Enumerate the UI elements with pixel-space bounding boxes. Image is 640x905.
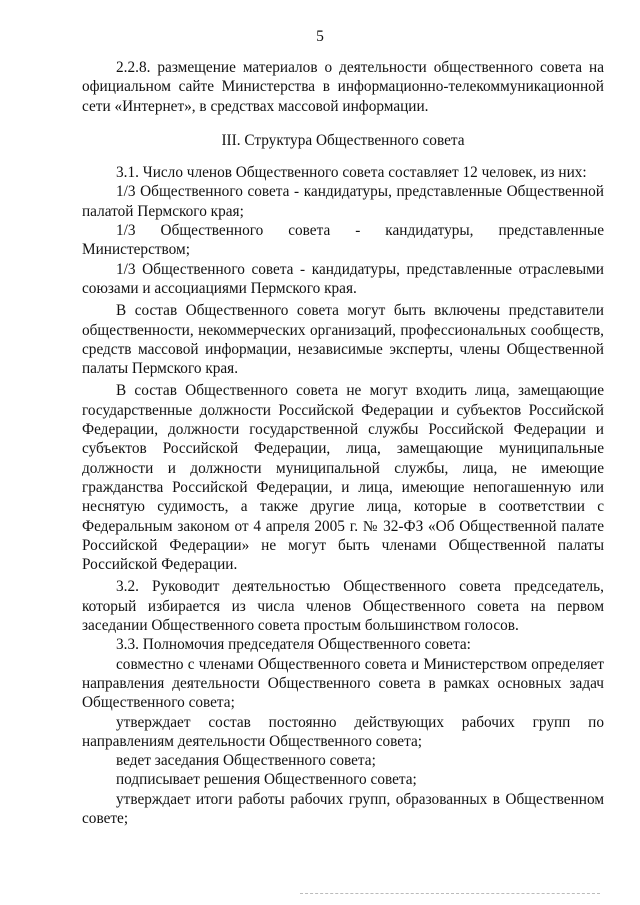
paragraph-3-1: 3.1. Число членов Общественного совета составляет 12 человек, из них: <box>116 164 587 182</box>
section-heading: III. Структура Общественного совета <box>221 131 465 149</box>
paragraph-3-1-unions: 1/3 Общественного совета - кандидатуры, представленные отраслевыми союзами и ассоциациями Пермского края. <box>82 260 604 297</box>
paragraph-3-3-results: утверждает итоги работы рабочих групп, образованных в Общественном совете; <box>82 790 604 827</box>
paragraph-3-3: 3.3. Полномочия председателя Общественного совета: <box>116 636 471 654</box>
document-body <box>82 58 604 828</box>
footer-divider <box>300 893 600 894</box>
paragraph-3-1-ministry: 1/3 Общественного совета - кандидатуры, представленные Министерством; <box>82 222 604 259</box>
paragraph-3-3-meetings: ведет заседания Общественного совета; <box>116 752 376 770</box>
paragraph-3-3-decisions: подписывает решения Общественного совета; <box>116 771 417 789</box>
paragraph-3-1-members: В состав Общественного совета могут быть включены представители общественности, некоммерческих организаций, профессиональных сообществ, средств массовой информации, независимые эксперты, члены Общественной палаты Пермского края. <box>82 302 604 378</box>
paragraph-2-2-8: 2.2.8. размещение материалов о деятельности общественного совета на официальном сайте Министерства в информационно-телекоммуникационной сети «Интернет», в средствах массовой информации. <box>82 59 604 115</box>
paragraph-3-1-restrictions: В состав Общественного совета не могут входить лица, замещающие государственные должности Российской Федерации и субъектов Российской Федерации, должности государственной службы Российской Федерации и субъектов Российской Федерации, лица, замещающие муниципальные должности и должности муниципальной службы, лица, не имеющие гражданства Российской Федерации, и лица, имеющие непогашенную или неснятую судимость, а также другие лица, которые в соответствии с Федеральным законом от 4 апреля 2005 г. № 32-ФЗ «Об Общественной палате Российской Федерации» не могут быть членами Общественной палаты Российской Федерации. <box>82 382 604 574</box>
paragraph-3-3-working-groups: утверждает состав постоянно действующих рабочих групп по направлениям деятельности Общественного совета; <box>82 713 604 750</box>
paragraph-3-2: 3.2. Руководит деятельностью Общественного совета председатель, который избирается из числа членов Общественного совета на первом заседании Общественного совета простым большинством голосов. <box>82 578 604 635</box>
paragraph-3-1-public-chamber: 1/3 Общественного совета - кандидатуры, представленные Общественной палатой Пермского края; <box>82 183 604 220</box>
page-number: 5 <box>316 28 324 45</box>
paragraph-3-3-directions: совместно с членами Общественного совета и Министерством определяет направления деятельности Общественного совета в рамках основных задач Общественного совета; <box>82 655 604 712</box>
